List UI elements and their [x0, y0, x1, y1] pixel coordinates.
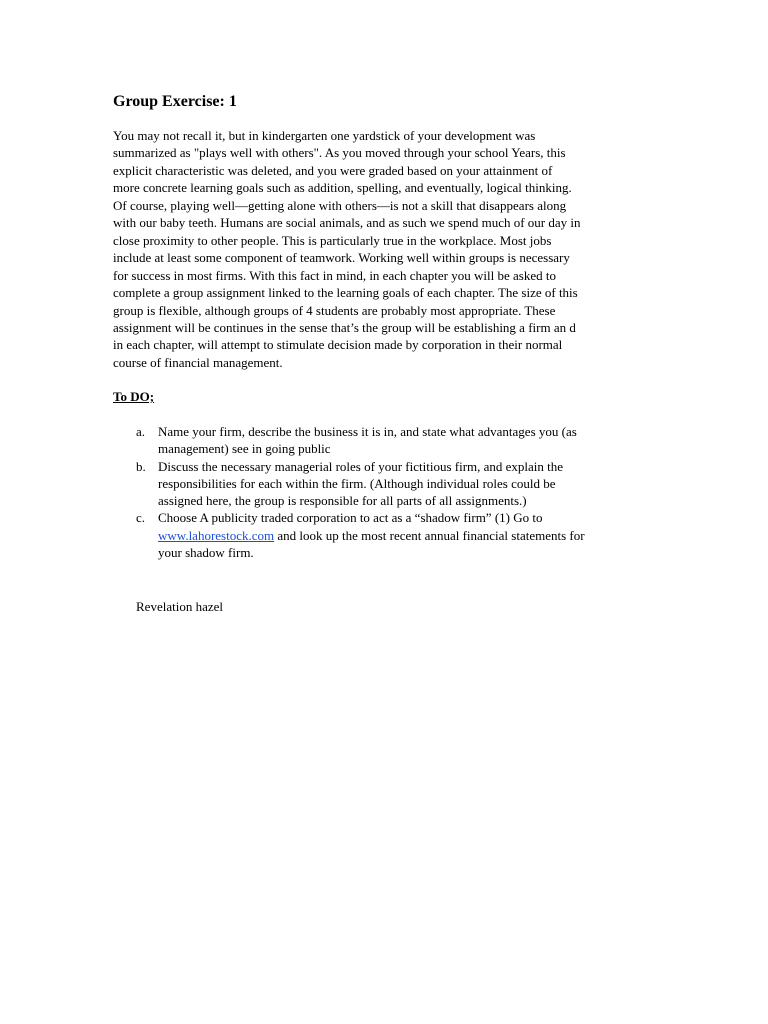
paragraph-line: Of course, playing well—getting alone with others—is not a skill that disappears along — [113, 197, 567, 213]
paragraph-line: close proximity to other people. This is particularly true in the workplace. Most jobs — [113, 232, 552, 248]
todo-list — [136, 423, 696, 561]
paragraph-line: explicit characteristic was deleted, and you were graded based on your attainment of — [113, 162, 553, 178]
list-item — [136, 509, 696, 561]
list-item-line: assigned here, the group is responsible for all parts of all assignments.) — [158, 493, 527, 509]
list-item-line: your shadow firm. — [158, 545, 254, 561]
paragraph-line: with our baby teeth. Humans are social animals, and as such we spend much of our day in — [113, 215, 581, 231]
list-item — [136, 423, 696, 458]
list-item-line: responsibilities for each within the firm. (Although individual roles could be — [158, 475, 556, 491]
list-item — [136, 458, 696, 510]
list-item-text: and look up the most recent annual financial statements for — [274, 527, 585, 543]
paragraph-line: assignment will be continues in the sense that’s the group will be establishing a firm an d — [113, 319, 576, 335]
paragraph-line: for success in most firms. With this fact in mind, in each chapter you will be asked to — [113, 267, 556, 283]
paragraph-line: group is flexible, although groups of 4 students are probably most appropriate. These — [113, 302, 556, 318]
document-title: Group Exercise: 1 — [113, 93, 237, 110]
signature-text: Revelation hazel — [136, 599, 223, 614]
list-item-line: Discuss the necessary managerial roles of your fictitious firm, and explain the — [158, 458, 564, 474]
paragraph-line: course of financial management. — [113, 354, 283, 370]
list-item-line — [158, 527, 696, 544]
paragraph-line: in each chapter, will attempt to stimulate decision made by corporation in their normal — [113, 337, 563, 353]
paragraph-line: complete a group assignment linked to the learning goals of each chapter. The size of this — [113, 285, 578, 301]
list-item-line: Name your firm, describe the business it is in, and state what advantages you (as — [158, 424, 577, 439]
paragraph-line: include at least some component of teamwork. Working well within groups is necessary — [113, 250, 570, 266]
lahorestock-link[interactable]: www.lahorestock.com — [158, 527, 275, 543]
paragraph-line: more concrete learning goals such as addition, spelling, and eventually, logical thinking. — [113, 180, 572, 196]
list-item-line: management) see in going public — [158, 441, 331, 457]
paragraph-line: You may not recall it, but in kindergarten one yardstick of your development was — [113, 128, 536, 143]
list-marker: b. — [136, 458, 146, 474]
list-marker: a. — [136, 424, 146, 439]
todo-heading: To DO; — [113, 389, 155, 404]
list-item-line: Choose A publicity traded corporation to act as a “shadow firm” (1) Go to — [158, 510, 543, 526]
list-marker: c. — [136, 510, 146, 526]
paragraph-line: summarized as "plays well with others". As you moved through your school Years, this — [113, 145, 566, 161]
intro-paragraph — [113, 127, 673, 371]
